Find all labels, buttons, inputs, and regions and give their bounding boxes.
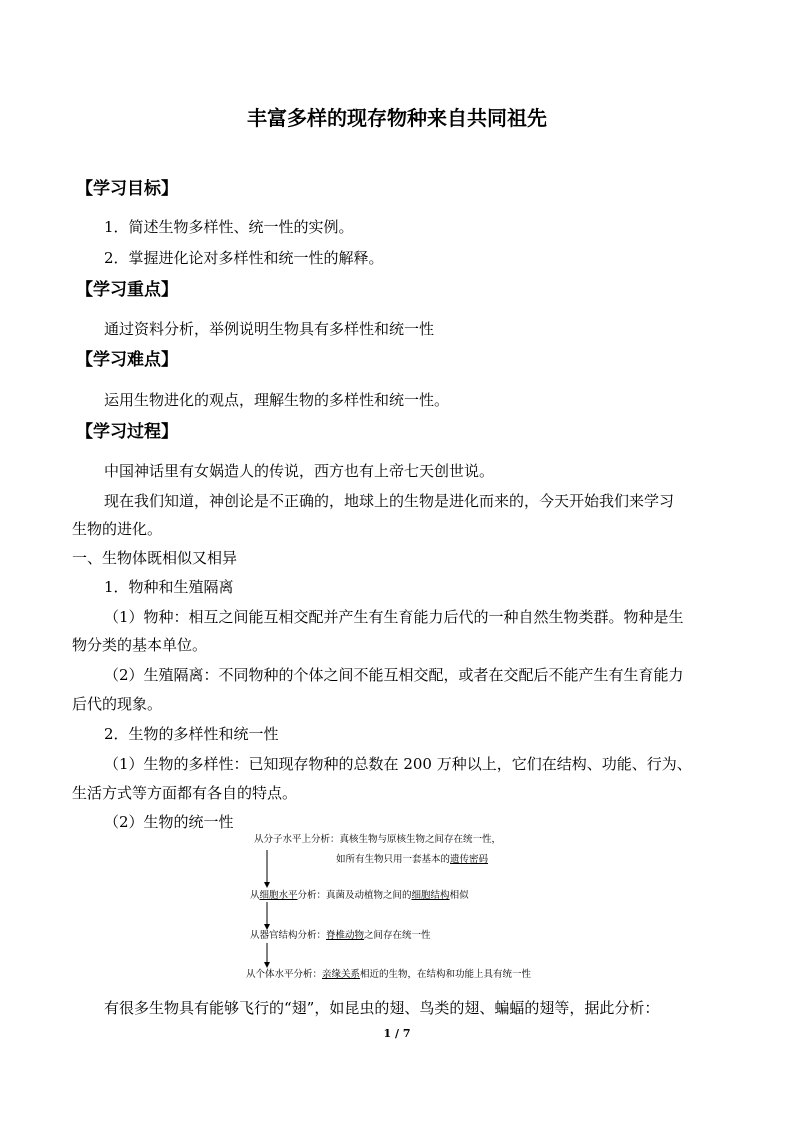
- diagram-level-molecular-detail: 如所有生物只用一套基本的遗传密码: [336, 854, 489, 865]
- paragraph: （1）生物的多样性：已知现存物种的总数在 200 万种以上，它们在结构、功能、行为、: [104, 755, 692, 773]
- focus-text: 通过资料分析，举例说明生物具有多样性和统一性: [104, 320, 435, 338]
- unity-diagram: [240, 830, 560, 990]
- paragraph: 现在我们知道，神创论是不正确的，地球上的生物是进化而来的，今天开始我们来学习: [104, 492, 675, 510]
- paragraph: （1）物种：相互之间能互相交配并产生有生育能力后代的一种自然生物类群。物种是生: [104, 608, 684, 626]
- page-title: 丰富多样的现存物种来自共同祖先: [247, 106, 547, 130]
- diagram-level-organ: 从器官结构分析：脊椎动物之间存在统一性: [250, 930, 431, 941]
- diagram-level-cell: 从细胞水平分析：真菌及动植物之间的细胞结构相似: [250, 890, 469, 901]
- section-heading-focus: 【学习重点】: [76, 280, 178, 300]
- paragraph: 生物的进化。: [72, 520, 163, 538]
- paragraph: （2）生殖隔离：不同物种的个体之间不能互相交配，或者在交配后不能产生有生育能力: [104, 666, 684, 684]
- subheading: 1．物种和生殖隔离: [104, 578, 234, 596]
- subheading: 一、生物体既相似又相异: [72, 549, 238, 567]
- section-heading-goals: 【学习目标】: [76, 179, 178, 199]
- goal-item: 2．掌握进化论对多样性和统一性的解释。: [104, 249, 384, 267]
- paragraph: 生活方式等方面都有各自的特点。: [72, 784, 298, 802]
- goal-item: 1．简述生物多样性、统一性的实例。: [104, 218, 354, 236]
- diagram-level-molecular: 从分子水平上分析：真核生物与原核生物之间存在统一性，: [254, 834, 502, 845]
- paragraph: 中国神话里有女娲造人的传说，西方也有上帝七天创世说。: [104, 462, 495, 480]
- section-heading-difficulty: 【学习难点】: [76, 350, 178, 370]
- diagram-level-individual: 从个体水平分析：亲缘关系相近的生物，在结构和功能上具有统一性: [246, 969, 532, 980]
- paragraph: 后代的现象。: [72, 695, 163, 713]
- paragraph: 物分类的基本单位。: [72, 636, 208, 654]
- paragraph: 有很多生物具有能够飞行的“翅”，如昆虫的翅、鸟类的翅、蝙蝠的翅等，据此分析：: [104, 999, 660, 1017]
- subheading: 2．生物的多样性和统一性: [104, 725, 279, 743]
- subheading: （2）生物的统一性: [104, 813, 234, 831]
- difficulty-text: 运用生物进化的观点，理解生物的多样性和统一性。: [104, 391, 450, 409]
- section-heading-process: 【学习过程】: [76, 422, 178, 442]
- page-number: 1 / 7: [383, 1027, 411, 1040]
